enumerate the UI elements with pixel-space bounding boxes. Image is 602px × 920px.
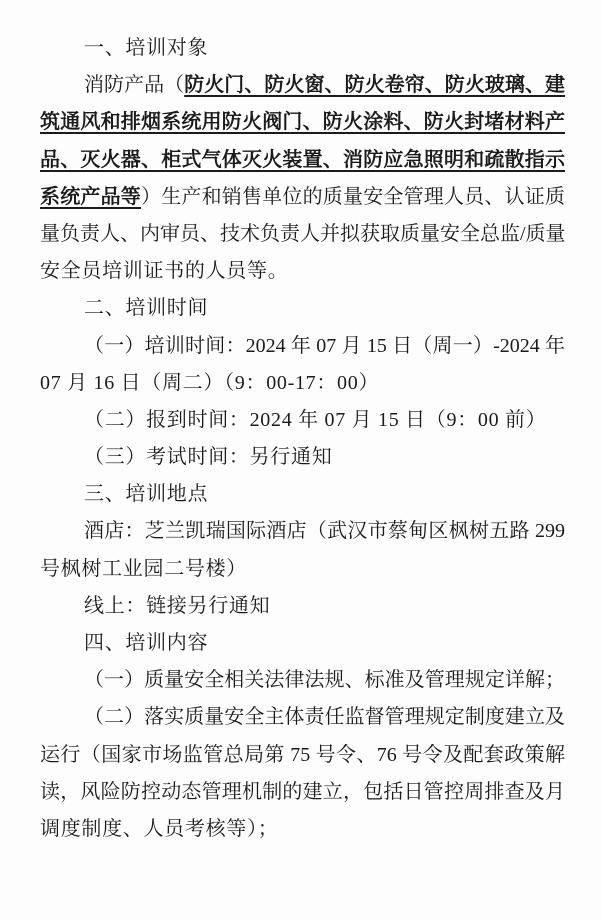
- text-line: [40, 513, 565, 550]
- text-segment: 07 月 16 日（周二）（9：00-17：00）: [40, 371, 380, 394]
- text-segment: 消防产品（: [84, 74, 185, 97]
- text-segment: 二、培训时间: [84, 297, 209, 320]
- text-line: [40, 662, 565, 699]
- text-line: [40, 290, 565, 327]
- text-line: [40, 476, 565, 513]
- text-segment: （一）质量安全相关法律法规、标准及管理规定详解；: [84, 669, 565, 692]
- text-segment: （三）考试时间：另行通知: [84, 446, 333, 469]
- text-line: [40, 328, 565, 365]
- emphasized-underlined-text: 防火门、防火窗、防火卷帘、防火玻璃、建: [184, 74, 566, 97]
- text-line: [40, 365, 565, 402]
- text-line: [40, 104, 565, 141]
- text-segment: 三、培训地点: [84, 483, 209, 506]
- text-line: [40, 699, 565, 736]
- text-segment: 四、培训内容: [84, 632, 209, 654]
- text-segment: 读，风险防控动态管理机制的建立，包括日管控周排查及月: [40, 780, 565, 803]
- text-segment: （一）培训时间：2024 年 07 月 15 日（周一）-2024 年: [84, 334, 565, 357]
- text-segment: 量负责人、内审员、技术负责人并拟获取质量安全总监/质量: [40, 222, 566, 245]
- text-segment: ）生产和销售单位的质量安全管理人员、认证质: [141, 185, 565, 208]
- text-line: [40, 216, 565, 253]
- text-segment: 一、培训对象: [84, 37, 209, 59]
- text-segment: 酒店：芝兰凯瑞国际酒店（武汉市蔡甸区枫树五路 299: [84, 520, 565, 543]
- text-line: [40, 30, 565, 67]
- text-line: [40, 625, 565, 662]
- text-line: [40, 67, 565, 104]
- text-line: [40, 737, 565, 774]
- text-segment: （二）报到时间：2024 年 07 月 15 日（9：00 前）: [84, 408, 547, 431]
- emphasized-underlined-text: 筑通风和排烟系统用防火阀门、防火涂料、防火封堵材料产: [40, 111, 565, 134]
- text-line: [40, 588, 565, 625]
- text-line: [40, 142, 565, 179]
- text-segment: （二）落实质量安全主体责任监督管理规定制度建立及: [84, 706, 565, 729]
- text-line: [40, 179, 565, 216]
- text-line: [40, 402, 565, 439]
- text-segment: 号枫树工业园二号楼）: [40, 557, 247, 580]
- text-segment: 线上：链接另行通知: [84, 594, 271, 617]
- text-line: [40, 811, 565, 848]
- text-segment: 安全员培训证书的人员等。: [40, 260, 289, 283]
- emphasized-underlined-text: 系统产品等: [40, 185, 141, 208]
- text-line: [40, 439, 565, 476]
- emphasized-underlined-text: 品、灭火器、柜式气体灭火装置、消防应急照明和疏散指示: [40, 148, 565, 171]
- text-segment: 调度制度、人员考核等）；: [40, 817, 279, 840]
- text-line: [40, 774, 565, 811]
- text-line: [40, 253, 565, 290]
- text-line: [40, 551, 565, 588]
- text-segment: 运行（国家市场监管总局第 75 号令、76 号令及配套政策解: [40, 743, 565, 766]
